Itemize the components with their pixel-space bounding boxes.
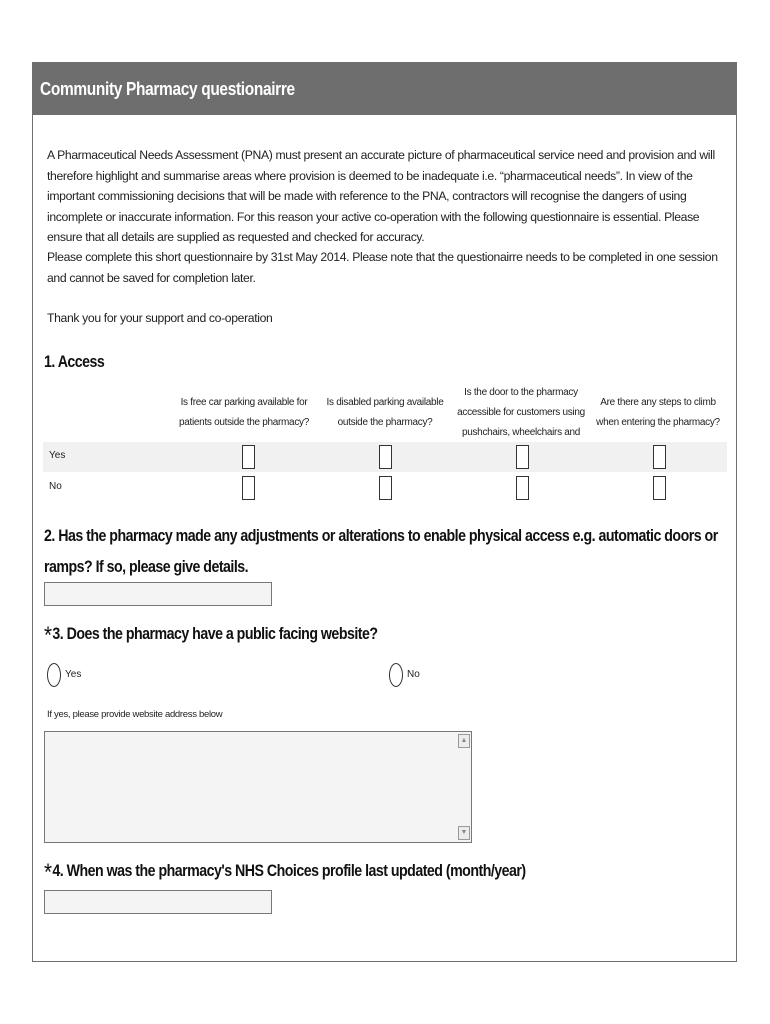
access-row-no-label: No xyxy=(49,481,62,492)
checkbox-steps-yes[interactable] xyxy=(653,445,666,469)
form-title: Community Pharmacy questionairre xyxy=(40,79,295,99)
website-yes-label: Yes xyxy=(65,669,82,680)
thanks-paragraph: Thank you for your support and co-operation xyxy=(47,311,273,325)
checkbox-free-parking-no[interactable] xyxy=(242,476,255,500)
deadline-paragraph: Please complete this short questionnaire by 31st May 2014. Please note that the questionairre needs to be completed in one session and cannot be saved for completion later. xyxy=(47,250,718,285)
required-asterisk: * xyxy=(44,622,52,649)
questionnaire-frame xyxy=(32,62,737,962)
column-header-steps: Are there any steps to climb when entering the pharmacy? xyxy=(596,397,720,428)
column-header-door-accessible: Is the door to the pharmacy accessible for customers using pushchairs, wheelchairs and xyxy=(457,387,585,438)
form-title-bar xyxy=(33,63,736,115)
intro-paragraph: A Pharmaceutical Needs Assessment (PNA) must present an accurate picture of pharmaceutical service need and provision and will therefore highlight and summarise areas where provision is deemed to be inadequate i.e. “pharmaceutical needs”. In view of the important commissioning decisions that will be made with reference to the PNA, contractors will recognise the dangers of using incomplete or inaccurate information. For this reason your active co-operation with the following questionnaire is essential. Please ensure that all details are supplied as requested and checked for accuracy. xyxy=(47,148,715,244)
checkbox-disabled-parking-no[interactable] xyxy=(379,476,392,500)
scroll-down-arrow-icon[interactable]: ▼ xyxy=(458,826,470,840)
column-header-free-parking: Is free car parking available for patients outside the pharmacy? xyxy=(179,397,309,428)
checkbox-door-accessible-no[interactable] xyxy=(516,476,529,500)
website-yes-radio[interactable] xyxy=(47,663,61,687)
q2-heading: 2. Has the pharmacy made any adjustments or alterations to enable physical access e.g. automatic doors or ramps? If so, please give details. xyxy=(44,527,718,576)
q3-heading: *3. Does the pharmacy have a public facing website? xyxy=(44,622,378,649)
required-asterisk: * xyxy=(44,859,52,886)
checkbox-steps-no[interactable] xyxy=(653,476,666,500)
website-address-textarea[interactable] xyxy=(44,731,472,843)
checkbox-door-accessible-yes[interactable] xyxy=(516,445,529,469)
access-heading: 1. Access xyxy=(44,353,105,371)
q4-heading: *4. When was the pharmacy's NHS Choices profile last updated (month/year) xyxy=(44,859,526,886)
adjustments-details-input[interactable] xyxy=(44,582,272,606)
column-header-disabled-parking: Is disabled parking available outside the pharmacy? xyxy=(326,397,444,428)
checkbox-free-parking-yes[interactable] xyxy=(242,445,255,469)
website-no-radio[interactable] xyxy=(389,663,403,687)
scroll-up-arrow-icon[interactable]: ▲ xyxy=(458,734,470,748)
textarea-scrollbar[interactable] xyxy=(458,734,470,840)
website-address-label: If yes, please provide website address below xyxy=(47,709,223,720)
nhs-profile-updated-input[interactable] xyxy=(44,890,272,914)
website-no-label: No xyxy=(407,669,420,680)
checkbox-disabled-parking-yes[interactable] xyxy=(379,445,392,469)
access-row-yes-label: Yes xyxy=(49,450,66,461)
